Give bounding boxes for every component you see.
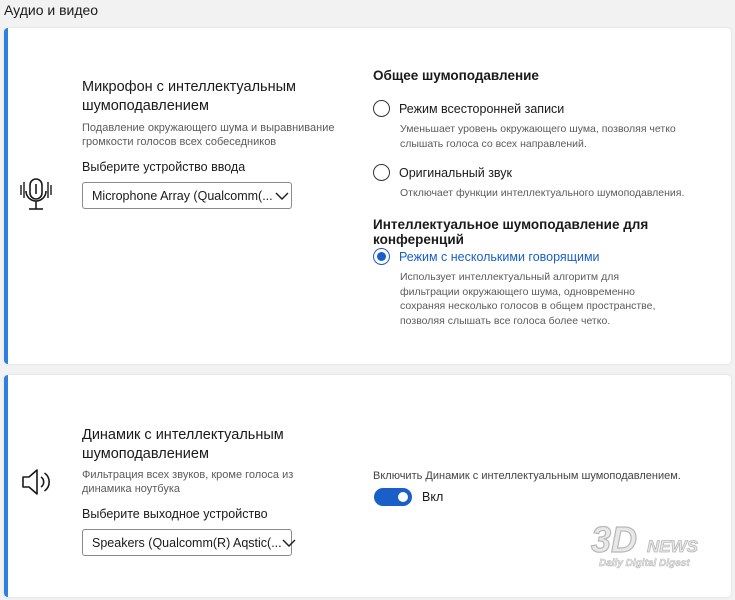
radio-button[interactable] [373,164,390,181]
microphone-card [4,28,731,364]
radio-label: Режим с несколькими говорящими [399,249,600,264]
microphone-icon [18,176,54,219]
radio-all-directions[interactable] [373,100,564,117]
radio-label: Оригинальный звук [399,165,513,180]
radio-multi-speaker[interactable] [373,248,600,265]
speaker-description: Фильтрация всех звуков, кроме голоса из динамика ноутбука [82,469,294,495]
toggle-caption: Включить Динамик с интеллектуальным шумоподавлением. [373,470,681,482]
radio-desc: Уменьшает уровень окружающего шума, позволяя четко слышать голоса со всех направлений. [400,123,676,150]
speaker-title: Динамик с интеллектуальным шумоподавлением [82,427,284,462]
conference-noise-title: Интеллектуальное шумоподавление для конференций [373,217,649,247]
radio-button[interactable] [373,100,390,117]
svg-text:3D: 3D [591,519,638,560]
microphone-title: Микрофон с интеллектуальным шумоподавлением [82,79,296,114]
radio-label: Режим всесторонней записи [399,101,565,116]
input-device-dropdown[interactable] [82,182,292,209]
section-title: Аудио и видео [4,2,99,18]
speaker-icon [20,467,54,502]
speaker-noise-toggle[interactable] [374,488,412,506]
microphone-description: Подавление окружающего шума и выравнивание громкости голосов всех собеседников [82,122,335,148]
radio-original-sound[interactable] [373,164,512,181]
svg-text:NEWS: NEWS [647,537,698,556]
svg-text:Daily Digital Digest: Daily Digital Digest [599,558,690,569]
radio-desc: Использует интеллектуальный алгоритм для фильтрации окружающего шума, одновременно сохраняя несколько голосов в общем пространстве, позволяя слышать все голоса более четко. [400,271,656,327]
watermark-logo [585,512,725,574]
chevron-down-icon [273,192,291,200]
toggle-state-label: Вкл [422,490,444,504]
radio-desc: Отключает функции интеллектуального шумоподавления. [400,187,685,199]
radio-button[interactable] [373,248,390,265]
input-device-value: Microphone Array (Qualcomm(... [92,188,273,203]
output-device-dropdown[interactable] [82,529,292,556]
input-device-label: Выберите устройство ввода [82,160,246,174]
output-device-label: Выберите выходное устройство [82,507,268,521]
chevron-down-icon [282,539,296,547]
output-device-value: Speakers (Qualcomm(R) Aqstic(... [92,535,282,550]
general-noise-title: Общее шумоподавление [373,68,539,83]
